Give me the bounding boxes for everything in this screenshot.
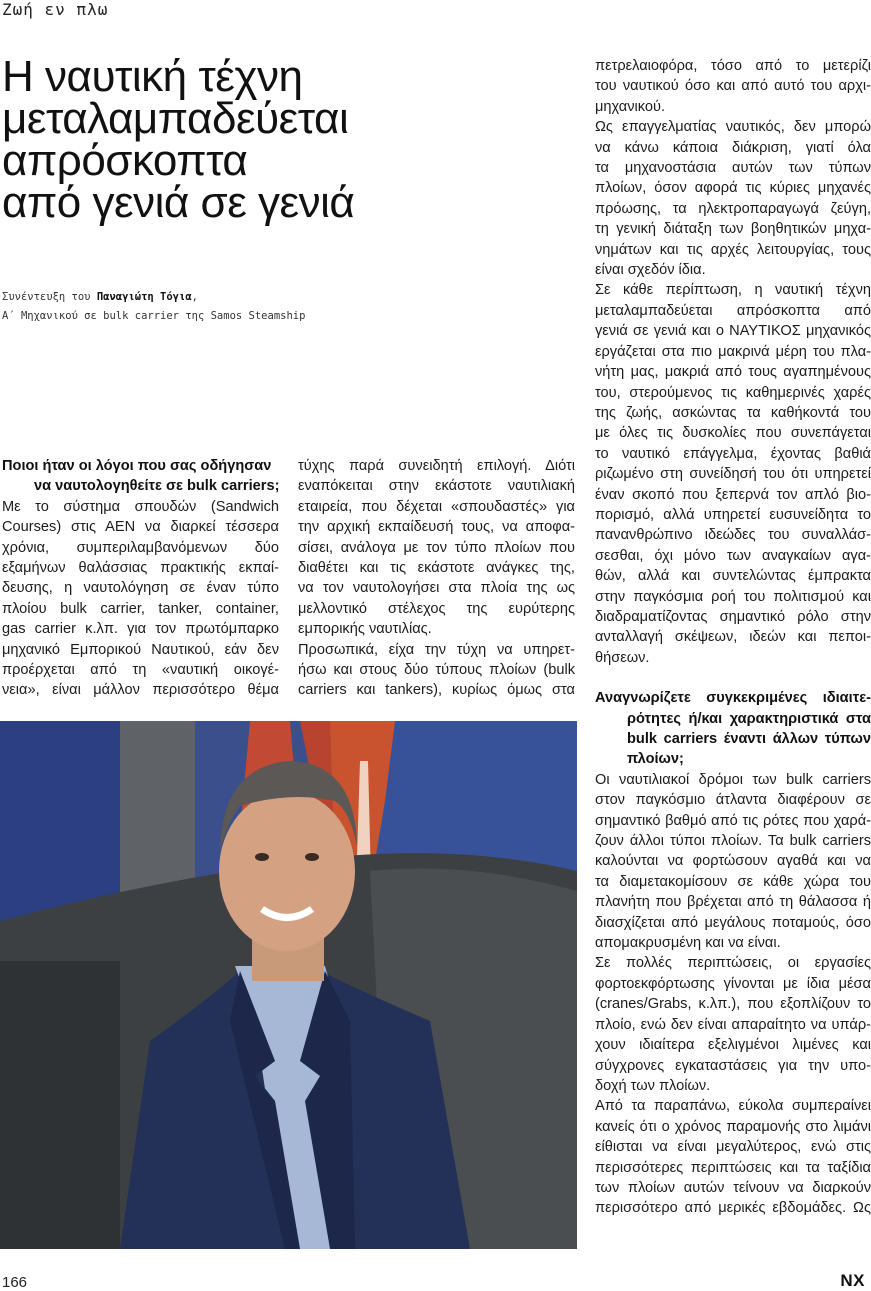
question-line: bulk carriers έναντι άλλων τύπων xyxy=(627,731,871,747)
text-line: πλοίο, ενώ δεν είναι απαραίτητο να υπάρ- xyxy=(595,1016,871,1033)
text-line: εναπόκειται στην εκάστοτε ναυτιλιακή xyxy=(298,478,575,495)
text-line: Courses) στις ΑΕΝ να διαρκεί τέσσερα xyxy=(2,519,279,536)
text-line: gas carrier κ.λπ. για τον πρωτόμπαρκο xyxy=(2,621,279,638)
text-line: μηχανικό Εμπορικού Ναυτικού, εάν δεν xyxy=(2,641,279,658)
byline-line1 xyxy=(2,288,305,307)
text-line: πλοίου bulk carrier, tanker, container, xyxy=(2,600,279,617)
text-line: Σε κάθε περίπτωση, η ναυτική τέχνη xyxy=(595,282,871,299)
text-line: μηχανικού. xyxy=(595,98,666,115)
text-line: ζουν άλλοι τύποι πλοίων. Τα bulk carriers xyxy=(595,833,871,850)
text-line: Με το σύστημα σπουδών (Sandwich xyxy=(2,498,279,515)
answer-paragraph xyxy=(595,953,871,1096)
answer-paragraph xyxy=(595,770,871,954)
question-line: ρότητες ή/και χαρακτηριστικά στα xyxy=(627,710,871,727)
text-line: Προσωπικά, είχα την τύχη να υπηρετ- xyxy=(298,641,575,658)
text-line: Οι ναυτιλιακοί δρόμοι των bulk carriers xyxy=(595,771,871,788)
column-2 xyxy=(298,456,575,701)
byline xyxy=(2,288,305,326)
text-line: πετρελαιοφόρα, τόσο από το μετερίζι xyxy=(595,58,871,74)
answer-paragraph xyxy=(2,497,279,701)
text-line: με όλες τις δυσκολίες που συνεπάγεται xyxy=(595,425,871,442)
text-line: πλοίων, όσον αφορά τις κύριες μηχανές xyxy=(595,180,871,197)
text-line: περισσότερο από μερικές εβδομάδες. Ως xyxy=(595,1200,871,1217)
section-label: Ζωή εν πλω xyxy=(2,0,109,19)
article-title xyxy=(2,52,502,227)
text-line: ανταλλαγή σκέψεων, ιδεών και πεποι- xyxy=(595,629,871,646)
text-line: να κάνω κάποια διάκριση, γιατί όλα xyxy=(595,139,871,156)
text-line: νεια», είναι μάλλον περισσότερο θέμα xyxy=(2,682,279,699)
text-line: εξαμήνων θαλάσσιας πρακτικής εκπαί- xyxy=(2,560,279,577)
text-line: Ως επαγγελματίας ναυτικός, δεν μπορώ xyxy=(595,119,871,136)
text-line: των πλοίων αυτών τείνουν να διαρκούν xyxy=(595,1179,871,1196)
text-line: σεσθαι, όχι μόνο των αναγκαίων αγα- xyxy=(595,547,871,564)
text-line: πορισμό, αλλά υπηρετεί ευσυνείδητα το xyxy=(595,506,871,523)
text-line: κανείς ότι ο χρόνος παραμονής στο λιμάνι xyxy=(595,1118,871,1135)
text-line: σίσει, ανάλογα με τον τύπο πλοίων που xyxy=(298,539,575,556)
text-line: να τον ναυτολογήσει στα πλοία της ως xyxy=(298,580,575,597)
text-line: μελλοντικό στέλεχος της ευρύτερης xyxy=(298,600,575,617)
text-line: εμπορικής ναυτιλίας. xyxy=(298,621,432,638)
text-line: τα διαμετακομίσουν σε κάθε χώρα του xyxy=(595,873,871,890)
text-line: διαθέτει και τις εκάστοτε ανάγκες της, xyxy=(298,560,575,577)
answer-paragraph xyxy=(595,280,871,668)
text-line: σημαντικό βαθμό από τις ρότες που χαρά- xyxy=(595,812,871,829)
text-line: νημάτων και τις αρχές λειτουργίας, τους xyxy=(595,241,871,258)
question-line: πλοίων; xyxy=(627,751,684,768)
text-line: είθισται να είναι μεγαλύτερος, ενώ στις xyxy=(595,1139,871,1156)
text-line: δοχή των πλοίων. xyxy=(595,1077,711,1094)
text-line: carriers και tankers), κυρίως όμως στα xyxy=(298,682,575,699)
question-line: Ποιοι ήταν οι λόγοι που σας οδήγησαν xyxy=(2,458,272,474)
title-line: απρόσκοπτα xyxy=(2,136,248,185)
text-line: το ναυτικό επάγγελμα, έχοντας βαθιά xyxy=(595,445,871,462)
text-line: στον παγκόσμιο άτλαντα διαφέρουν σε xyxy=(595,792,871,809)
text-line: προέρχεται από τη «ναυτική οικογέ- xyxy=(2,662,279,679)
text-line: απομακρυσμένη και να είναι. xyxy=(595,935,781,952)
text-line: πανανθρώπινο ιδεώδες του συναλλάσ- xyxy=(595,527,871,544)
text-line: (cranes/Grabs, κ.λπ.), που εξοπλίζουν το xyxy=(595,996,871,1013)
answer-paragraph xyxy=(595,56,871,117)
interview-photo xyxy=(0,721,577,1249)
page-number: 166 xyxy=(2,1274,28,1291)
text-line: του ναυτικού όσο και από αυτό του αρχι- xyxy=(595,78,871,95)
text-line: τα μηχανοστάσια αυτών των τύπων xyxy=(595,160,871,177)
text-line: πρόωσης, τα ηλεκτροπαραγωγά ζεύγη, xyxy=(595,200,871,217)
text-line: τη γενική διάταξη των βοηθητικών μηχα- xyxy=(595,221,871,238)
text-line: εργάζεται στα πιο μακρινά μέρη του πλα- xyxy=(595,343,871,360)
text-line: φορτοεκφόρτωσης γίνονται με ίδια μέσα xyxy=(595,975,871,992)
text-line: έναν σκοπό που ξεπερνά τον απλό βιο- xyxy=(595,486,871,503)
byline-author: Παναγιώτη Τόγια xyxy=(96,291,192,303)
text-line: ριζωμένο στη συνείδησή του ότι υπηρετεί xyxy=(595,466,871,483)
question-line: να ναυτολογηθείτε σε bulk carriers; xyxy=(34,478,280,495)
answer-paragraph xyxy=(595,1096,871,1218)
text-line: θών, αλλά και συντελώντας έμπρακτα xyxy=(595,568,871,585)
text-line: χουν ιδιαίτερα εξελιγμένοι λιμένες και xyxy=(595,1037,871,1054)
title-line: από γενιά σε γενιά xyxy=(2,178,355,227)
text-line: γενιά σε γενιά και ο ΝΑΥΤΙΚΟΣ μηχανικός xyxy=(595,323,871,340)
text-line: εταιρεία, που δέχεται «σπουδαστές» για xyxy=(298,498,575,515)
text-line: τύχης παρά συνειδητή επιλογή. Διότι xyxy=(298,458,575,474)
text-line: Σε πολλές περιπτώσεις, οι εργασίες xyxy=(595,955,871,972)
text-line: καλούνται να φορτώσουν αγαθά και να xyxy=(595,853,871,870)
question-line: Αναγνωρίζετε συγκεκριμένες ιδιαιτε- xyxy=(595,690,871,707)
text-line: περισσότερες περιπτώσεις και τα ταξίδια xyxy=(595,1159,871,1176)
byline-line2: Α΄ Μηχανικού σε bulk carrier της Samos Steamship xyxy=(2,310,306,322)
question-1 xyxy=(2,456,279,497)
text-line: διαδραματίζοντας σημαντικό ρόλο στην xyxy=(595,608,871,625)
magazine-logo: NX xyxy=(840,1271,865,1290)
byline-suffix: , xyxy=(191,291,198,303)
text-line: την αρχική εκπαίδευσή τους, να αποφα- xyxy=(298,519,575,536)
text-line: της ζωής, ασκώντας τα καθήκοντά του xyxy=(595,404,871,421)
text-line: ήσω και στους δύο τύπους πλοίων (bulk xyxy=(298,662,575,679)
text-line: του, στερούμενος τις καθημερινές χαρές xyxy=(595,384,871,401)
answer-paragraph xyxy=(595,117,871,280)
text-line: θήσεων. xyxy=(595,649,650,666)
column-3 xyxy=(595,56,871,1219)
text-line: δευσης, η ναυτολόγηση σε έναν τύπο xyxy=(2,580,279,597)
text-line: πλανήτη που βρέχεται από τη θάλασσα ή xyxy=(595,894,871,911)
answer-paragraph xyxy=(298,640,575,701)
text-line: στην παγκόσμια ροή του πολιτισμού και xyxy=(595,588,871,605)
text-line: σύγχρονες εγκαταστάσεις για την υπο- xyxy=(595,1057,871,1074)
text-line: είναι σχεδόν ίδια. xyxy=(595,262,706,279)
title-line: μεταλαμπαδεύεται xyxy=(2,94,349,143)
text-line: μεταλαμπαδεύεται απρόσκοπτα από xyxy=(595,302,871,319)
title-line: Η ναυτική τέχνη xyxy=(2,52,303,101)
text-line: Από τα παραπάνω, εύκολα συμπεραίνει xyxy=(595,1098,871,1115)
column-1 xyxy=(2,456,279,701)
text-line: χρόνια, συμπεριλαμβανόμενων δύο xyxy=(2,539,279,556)
byline-prefix: Συνέντευξη του xyxy=(2,291,97,303)
text-line: διασχίζεται από μεγάλους ποταμούς, όσο xyxy=(595,914,871,931)
question-2 xyxy=(595,688,871,770)
portrait-illustration xyxy=(0,721,577,1249)
text-line: νήτη μας, μακριά από τους αγαπημένους xyxy=(595,364,871,381)
answer-paragraph xyxy=(298,456,575,640)
